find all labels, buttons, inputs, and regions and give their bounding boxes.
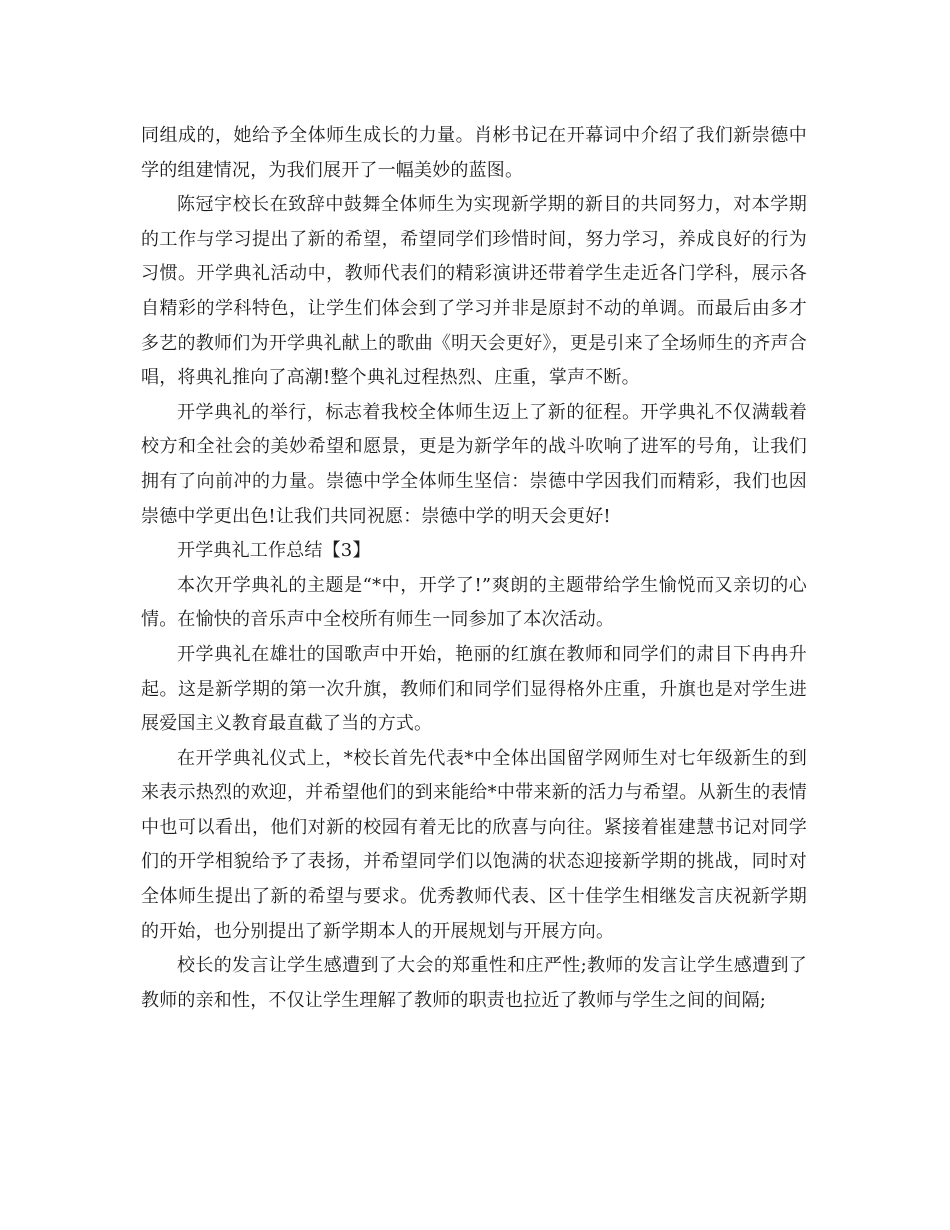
section-heading: 开学典礼工作总结【3】 — [177, 540, 371, 562]
paragraph-5: 开学典礼在雄壮的国歌声中开始，艳丽的红旗在教师和同学们的肃目下冉冉升起。这是新学期的第一次升旗，教师们和同学们显得格外庄重，升旗也是对学生进展爱国主义教育最直截了当的方式。 — [141, 643, 807, 735]
paragraph-2: 陈冠宇校长在致辞中鼓舞全体师生为实现新学期的新目的共同努力，对本学期的工作与学习提出了新的希望，希望同学们珍惜时间，努力学习，养成良好的行为习惯。开学典礼活动中，教师代表们的精彩演讲还带着学生走近各门学科，展示各自精彩的学科特色，让学生们体会到了学习并非是原封不动的单调。而最后由多才多艺的教师们为开学典礼献上的歌曲《明天会更好》，更是引来了全场师生的齐声合唱，将典礼推向了高潮!整个典礼过程热烈、庄重，掌声不断。 — [141, 194, 807, 389]
paragraph-4: 本次开学典礼的主题是“*中，开学了!”爽朗的主题带给学生愉悦而又亲切的心情。在愉快的音乐声中全校所有师生一同参加了本次活动。 — [141, 574, 807, 631]
paragraph-3: 开学典礼的举行，标志着我校全体师生迈上了新的征程。开学典礼不仅满载着校方和全社会的美妙希望和愿景，更是为新学年的战斗吹响了进军的号角，让我们拥有了向前冲的力量。崇德中学全体师生坚信：崇德中学因我们而精彩，我们也因崇德中学更出色!让我们共同祝愿：崇德中学的明天会更好! — [141, 401, 807, 527]
paragraph-1: 同组成的，她给予全体师生成长的力量。肖彬书记在开幕词中介绍了我们新崇德中学的组建情况，为我们展开了一幅美妙的蓝图。 — [141, 125, 807, 181]
document-body — [141, 119, 807, 1018]
paragraph-7: 校长的发言让学生感遭到了大会的郑重性和庄严性;教师的发言让学生感遭到了教师的亲和性，不仅让学生理解了教师的职责也拉近了教师与学生之间的间隔; — [141, 955, 807, 1011]
paragraph-6: 在开学典礼仪式上，*校长首先代表*中全体出国留学网师生对七年级新生的到来表示热烈的欢迎，并希望他们的到来能给*中带来新的活力与希望。从新生的表情中也可以看出，他们对新的校园有着无比的欣喜与向往。紧接着崔建慧书记对同学们的开学相貌给予了表扬，并希望同学们以饱满的状态迎接新学期的挑战，同时对全体师生提出了新的希望与要求。优秀教师代表、区十佳学生相继发言庆祝新学期的开始，也分别提出了新学期本人的开展规划与开展方向。 — [141, 747, 807, 942]
